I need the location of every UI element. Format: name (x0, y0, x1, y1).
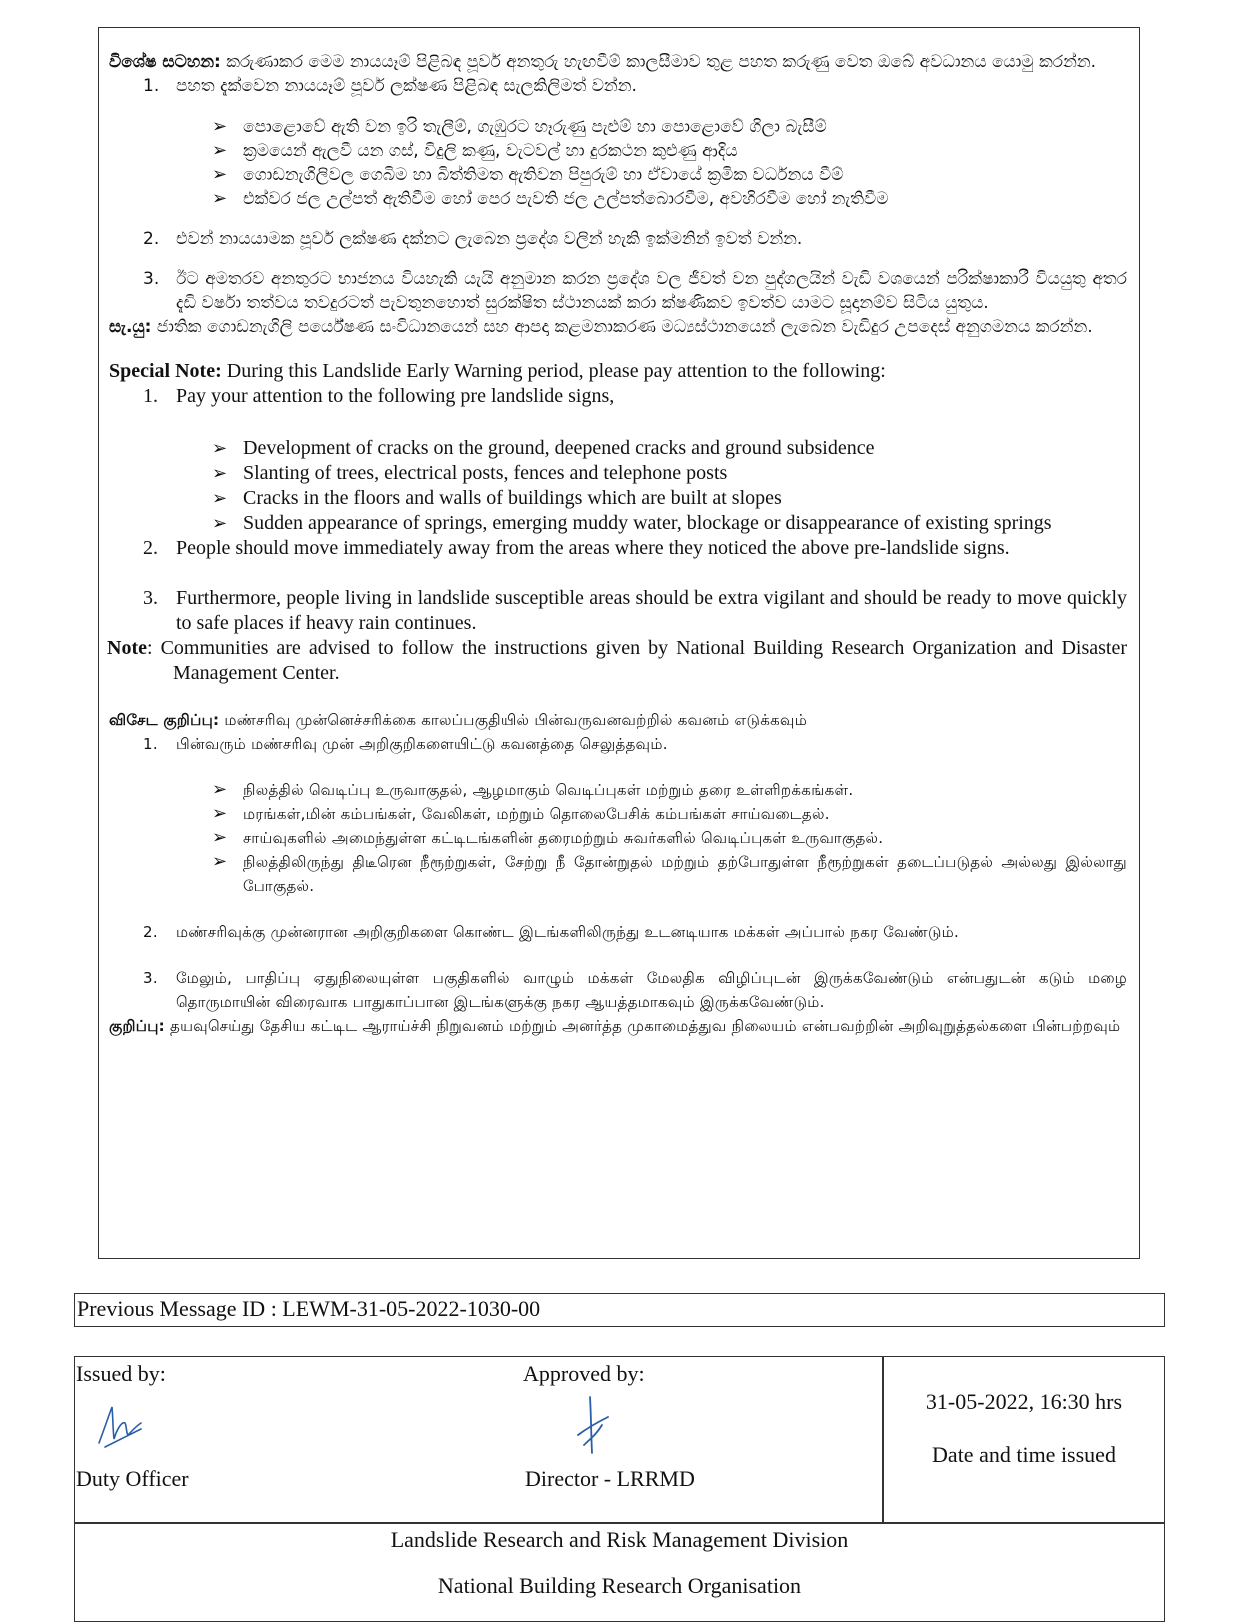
english-bullet: ➢ Sudden appearance of springs, emerging muddy water, blockage or disappearance of existing springs (212, 512, 1052, 534)
tamil-bullet: ➢ சாய்வுகளில் அமைந்துள்ள கட்டிடங்களின் தரைமற்றும் சுவர்களில் வெடிப்புகள் உருவாகுதல். (212, 827, 884, 848)
footer-organisation: National Building Research Organisation (437, 1573, 802, 1598)
duty-officer-signature (95, 1397, 145, 1452)
sinhala-item-2: 2. එවන් නායයාමක පූර්ව ලක්ෂණ දක්නට ලැබෙන ප්‍රදේශ වලින් හැකි ඉක්මනින් ඉවත් වන්න. (143, 229, 803, 249)
bullet-arrow-icon: ➢ (212, 188, 228, 209)
landslide-notes-box (98, 27, 1140, 1259)
tamil-bullet: ➢ நிலத்திலிருந்து திடீரென நீரூற்றுகள், சேற்று நீ தோன்றுதல் மற்றும் தற்போதுள்ள நீரூற்றுகள் தடைப்படுதல் அல்லது இல்லாது போகுதல். (212, 850, 1127, 898)
previous-message-id: Previous Message ID : LEWM-31-05-2022-1030-00 (74, 1293, 1165, 1327)
bullet-arrow-icon: ➢ (212, 438, 228, 459)
english-lead-label: Special Note: (109, 360, 222, 382)
sinhala-lead-text: කරුණාකර මෙම නායයෑම් පිළිබඳ පූර්ව අනතුරු හැඟවීම් කාලසීමාව තුළ පහත කරුණු වෙත ඔබේ අවධානය යොමු කරන්න. (220, 52, 1097, 72)
bullet-arrow-icon: ➢ (212, 851, 228, 872)
english-item-3: 3. Furthermore, people living in landslide susceptible areas should be extra vigilant and should be ready to move quickly to safe places if heavy rain continues. (143, 587, 1127, 634)
column-divider (882, 1357, 884, 1523)
issued-by-label: Issued by: (76, 1361, 166, 1386)
tamil-note-label: குறிப்பு: (109, 1017, 165, 1035)
bullet-arrow-icon: ➢ (212, 513, 228, 534)
bullet-arrow-icon: ➢ (212, 488, 228, 509)
tamil-lead (109, 708, 1127, 732)
english-lead (109, 359, 1127, 384)
bullet-arrow-icon: ➢ (212, 164, 228, 185)
sinhala-item-3: 3. ඊට අමතරව අනතුරට භාජනය වියහැකි යැයි අනුමාන කරන ප්‍රදේශ වල ජීවත් වන පුද්ගලයින් වැඩි වශයෙන් පරික්ෂාකාරී වියයුතු අතර දැඩි වර්ෂා තත්වය තවදුරටත් පැවතුනහොත් සුරක්ෂිත ස්ථානයක් කරා ක්ෂණිකව ඉවත්ව යාමට සූදානම්ව සිටිය යුතුය. (143, 269, 1127, 313)
sinhala-bullet: ➢ පොළොවේ ඇති වන ඉරි තැලීම්, ගැඹුරට හෑරුණු පැළුම් හා පොළොවේ ගිලා බැසීම් (212, 116, 827, 137)
tamil-bullet: ➢ நிலத்தில் வெடிப்பு உருவாகுதல், ஆழமாகும் வெடிப்புகள் மற்றும் தரை உள்ளிறக்கங்கள். (212, 779, 854, 800)
sinhala-item-1: 1. පහත දැක්වෙන නායයෑම් පූර්ව ලක්ෂණ පිළිබඳ සැලකිලිමත් වන්න. (143, 76, 637, 96)
sinhala-lead-label: විශේෂ සටහන: (109, 52, 221, 72)
english-note-text: : Communities are advised to follow the instructions given by National Building Research Organization and Disaster Management Center. (146, 637, 1127, 684)
issue-datetime-label: Date and time issued (932, 1442, 1116, 1467)
tamil-note (109, 1014, 1127, 1038)
sinhala-bullet: ➢ එක්වර ජල උල්පත් ඇතිවීම හෝ පෙර පැවති ජල උල්පත්බොරවීම, අවහිරවීම හෝ නැතිවීම (212, 188, 889, 209)
english-note (107, 636, 1127, 686)
bullet-arrow-icon: ➢ (212, 463, 228, 484)
footer-division: Landslide Research and Risk Management Division (390, 1527, 849, 1552)
bullet-arrow-icon: ➢ (212, 803, 228, 824)
tamil-note-text: தயவுசெய்து தேசிய கட்டிட ஆராய்ச்சி நிறுவனம் மற்றும் அனர்த்த முகாமைத்துவ நிலையம் என்பவற்றின் அறிவுறுத்தல்களை பின்பற்றவும் (164, 1017, 1121, 1035)
english-bullet: ➢ Slanting of trees, electrical posts, fences and telephone posts (212, 462, 728, 484)
bullet-arrow-icon: ➢ (212, 779, 228, 800)
english-item-1: 1. Pay your attention to the following pre landslide signs, (143, 385, 615, 407)
tamil-item-1: 1. பின்வரும் மண்சரிவு முன் அறிகுறிகளையிட்டு கவனத்தை செலுத்தவும். (143, 735, 668, 753)
english-bullet: ➢ Development of cracks on the ground, deepened cracks and ground subsidence (212, 437, 875, 459)
issue-approval-table (74, 1356, 1165, 1524)
english-bullet: ➢ Cracks in the floors and walls of buildings which are built at slopes (212, 487, 782, 509)
tamil-item-3: 3. மேலும், பாதிப்பு ஏதுநிலையுள்ள பகுதிகளில் வாழும் மக்கள் மேலதிக விழிப்புடன் இருக்கவேண்டும் என்பதுடன் கடும் மழை தொருமாயின் விரைவாக பாதுகாப்பான இடங்களுக்கு நகர ஆயத்தமாகவும் இருக்கவேண்டும். (143, 969, 1127, 1011)
issue-datetime: 31-05-2022, 16:30 hrs (925, 1389, 1123, 1414)
tamil-item-2: 2. மண்சரிவுக்கு முன்னரான அறிகுறிகளை கொண்ட இடங்களிலிருந்து உடனடியாக மக்கள் அப்பால் நகர வேண்டும். (143, 923, 960, 941)
bullet-arrow-icon: ➢ (212, 140, 228, 161)
bullet-arrow-icon: ➢ (212, 827, 228, 848)
approved-by-role: Director - LRRMD (525, 1466, 695, 1491)
english-item-2: 2. People should move immediately away from the areas where they noticed the above pre-landslide signs. (143, 537, 1010, 559)
sinhala-bullet: ➢ ගොඩනැගිලිවල ගෙබිම හා බිත්තිමත ඇතිවන පිපුරුම් හා ඒවායේ ක්‍රමික වර්ධනය වීම් (212, 164, 844, 185)
english-note-label: Note (107, 637, 147, 659)
sinhala-lead (109, 50, 1127, 74)
issued-by-role: Duty Officer (76, 1466, 189, 1491)
organisation-footer (74, 1522, 1165, 1622)
sinhala-bullet: ➢ ක්‍රමයෙන් ඇලවී යන ගස්, විදුලි කණු, වැටවල් හා දුරකථන කුළුණු ආදිය (212, 140, 738, 161)
sinhala-note-text: ජාතික ගොඩනැගිලි පර්යේෂණ සංවිධානයෙන් සහ ආපදා කළමනාකරණ මධ්‍යස්ථානයෙන් ලැබෙන වැඩිදුර උපදෙස් අනුගමනය කරන්න. (151, 317, 1093, 337)
approved-by-label: Approved by: (523, 1361, 645, 1386)
tamil-lead-label: விசேட குறிப்பு: (109, 711, 220, 729)
tamil-bullet: ➢ மரங்கள்,மின் கம்பங்கள், வேலிகள், மற்றும் தொலைபேசிக் கம்பங்கள் சாய்வடைதல். (212, 803, 830, 824)
bullet-arrow-icon: ➢ (212, 116, 228, 137)
director-signature (570, 1395, 615, 1457)
tamil-lead-text: மண்சரிவு முன்னெச்சரிக்கை காலப்பகுதியில் பின்வருவனவற்றில் கவனம் எடுக்கவும் (219, 711, 808, 729)
english-lead-text: During this Landslide Early Warning period, please pay attention to the following: (221, 360, 886, 382)
sinhala-note-label: සැ.යු: (109, 317, 152, 337)
sinhala-note (109, 315, 1127, 339)
